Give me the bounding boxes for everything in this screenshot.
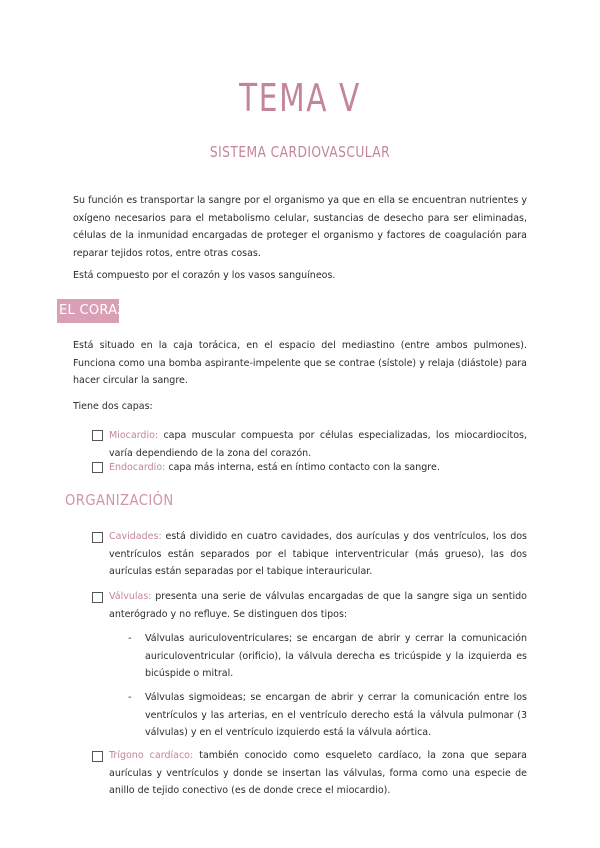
list-item <box>109 747 527 800</box>
item-text: está dividido en cuatro cavidades, dos aurículas y dos ventrículos, los dos ventrículos están separados por el tabique interventricular (más grueso), las dos aurículas están separadas por el tabique interauricular. <box>109 531 527 577</box>
item-term: Endocardio: <box>109 462 166 473</box>
corazon-paragraph: Está situado en la caja torácica, en el espacio del mediastino (entre ambos pulmones). Funciona como una bomba aspirante-impelente que se contrae (sístole) y relaja (diástole) para hacer circular la sangre. <box>73 340 527 386</box>
item-text: capa más interna, está en íntimo contacto con la sangre. <box>165 462 440 473</box>
item-term: Trígono cardíaco: <box>109 750 194 761</box>
list-dash: - <box>128 633 132 644</box>
checkbox[interactable] <box>92 592 103 603</box>
section-heading-corazon: EL CORAZÓN <box>57 299 119 323</box>
checkbox[interactable] <box>92 430 103 441</box>
checkbox[interactable] <box>92 532 103 543</box>
checkbox[interactable] <box>92 462 103 473</box>
sub-list-item: Válvulas auriculoventriculares; se encargan de abrir y cerrar la comunicación auriculoventricular (orificio), la válvula derecha es tricúspide y la izquierda es bicúspide o mitral. <box>145 633 527 679</box>
layers-intro: Tiene dos capas: <box>73 401 153 412</box>
list-item <box>109 427 527 462</box>
item-term: Cavidades: <box>109 531 162 542</box>
sub-list-item: Válvulas sigmoideas; se encargan de abrir y cerrar la comunicación entre los ventrículos y las arterias, en el ventrículo derecho está la válvula pulmonar (3 válvulas) y en el ventrículo izquierdo está la válvula aórtica. <box>145 692 527 738</box>
list-dash: - <box>128 692 132 703</box>
item-text: también conocido como esqueleto cardíaco, la zona que separa aurículas y ventrículos y donde se insertan las válvulas, forma como una especie de anillo de tejido conectivo (es de donde crece el miocardio). <box>109 750 527 796</box>
item-term: Miocardio: <box>109 430 159 441</box>
checkbox[interactable] <box>92 751 103 762</box>
item-text: presenta una serie de válvulas encargadas de que la sangre siga un sentido anterógrado y no refluye. Se distinguen dos tipos: <box>109 591 527 620</box>
section-heading-organizacion: ORGANIZACIÓN <box>65 491 174 509</box>
list-item <box>109 528 527 581</box>
list-item <box>109 588 527 623</box>
intro-paragraph: Su función es transportar la sangre por el organismo ya que en ella se encuentran nutrientes y oxígeno necesarios para el metabolismo celular, sustancias de desecho para ser eliminadas, células de la inmunidad encargadas de proteger el organismo y factores de coagulación para reparar tejidos rotos, entre otras cosas. <box>73 195 527 259</box>
composition-paragraph: Está compuesto por el corazón y los vasos sanguíneos. <box>73 270 336 281</box>
list-item <box>109 459 527 477</box>
page-subtitle: SISTEMA CARDIOVASCULAR <box>209 143 391 161</box>
item-term: Válvulas: <box>109 591 152 602</box>
page-title: TEMA V <box>239 76 361 120</box>
item-text: capa muscular compuesta por células especializadas, los miocardiocitos, varía dependiendo de la zona del corazón. <box>109 430 527 459</box>
